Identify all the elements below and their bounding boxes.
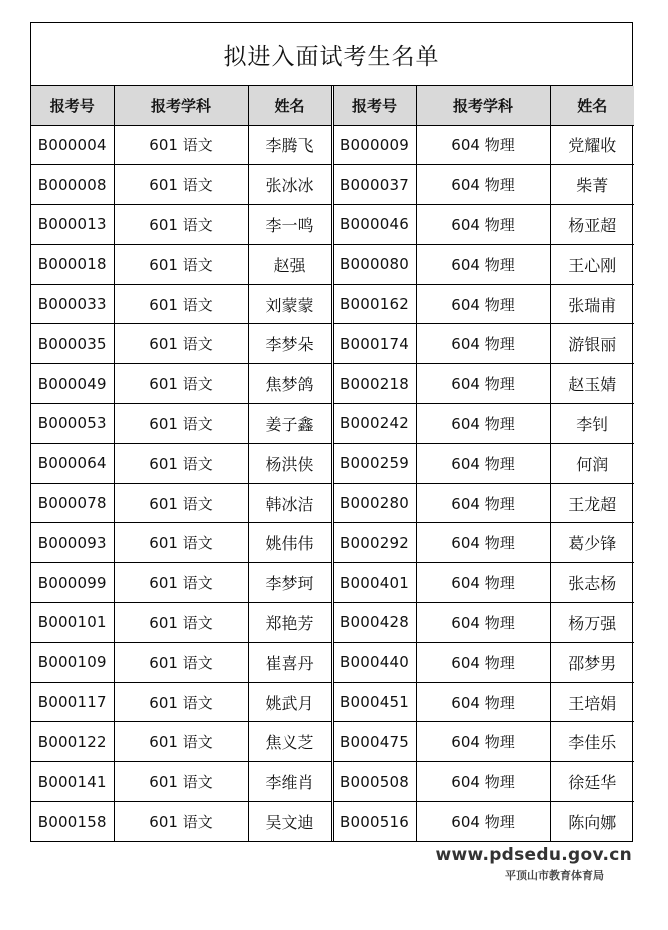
cell-name: 游银丽 — [550, 324, 634, 364]
cell-exam-number: B000033 — [31, 284, 114, 324]
header-name: 姓名 — [248, 86, 332, 125]
cell-exam-number: B000018 — [31, 244, 114, 284]
cell-subject: 604 物理 — [416, 404, 550, 444]
cell-name: 郑艳芳 — [248, 603, 332, 643]
cell-subject: 601 语文 — [114, 364, 248, 404]
cell-exam-number: B000064 — [31, 443, 114, 483]
cell-subject: 601 语文 — [114, 563, 248, 603]
cell-name: 张志杨 — [550, 563, 634, 603]
cell-subject: 604 物理 — [416, 523, 550, 563]
cell-subject: 601 语文 — [114, 483, 248, 523]
cell-subject: 604 物理 — [416, 244, 550, 284]
cell-exam-number: B000162 — [332, 284, 416, 324]
cell-exam-number: B000008 — [31, 165, 114, 205]
cell-exam-number: B000035 — [31, 324, 114, 364]
cell-name: 姚武月 — [248, 682, 332, 722]
table-row — [31, 284, 634, 324]
cell-exam-number: B000078 — [31, 483, 114, 523]
cell-exam-number: B000101 — [31, 603, 114, 643]
cell-exam-number: B000093 — [31, 523, 114, 563]
cell-name: 姚伟伟 — [248, 523, 332, 563]
table-row — [31, 165, 634, 205]
cell-exam-number: B000109 — [31, 642, 114, 682]
cell-exam-number: B000013 — [31, 205, 114, 245]
table-row — [31, 722, 634, 762]
cell-exam-number: B000174 — [332, 324, 416, 364]
cell-exam-number: B000117 — [31, 682, 114, 722]
cell-exam-number: B000475 — [332, 722, 416, 762]
table-header-row — [31, 86, 634, 125]
cell-exam-number: B000049 — [31, 364, 114, 404]
site-watermark — [436, 845, 632, 883]
cell-subject: 601 语文 — [114, 205, 248, 245]
table-row — [31, 682, 634, 722]
header-exam-number: 报考号 — [31, 86, 114, 125]
table-row — [31, 563, 634, 603]
cell-subject: 604 物理 — [416, 125, 550, 165]
header-exam-number: 报考号 — [332, 86, 416, 125]
cell-name: 韩冰洁 — [248, 483, 332, 523]
watermark-url: www.pdsedu.gov.cn — [435, 845, 632, 865]
cell-name: 姜子鑫 — [248, 404, 332, 444]
cell-subject: 604 物理 — [416, 165, 550, 205]
table-row — [31, 205, 634, 245]
cell-subject: 604 物理 — [416, 563, 550, 603]
cell-subject: 604 物理 — [416, 603, 550, 643]
cell-subject: 601 语文 — [114, 324, 248, 364]
cell-subject: 604 物理 — [416, 762, 550, 802]
cell-exam-number: B000009 — [332, 125, 416, 165]
cell-subject: 601 语文 — [114, 125, 248, 165]
header-name: 姓名 — [550, 86, 634, 125]
cell-subject: 604 物理 — [416, 483, 550, 523]
cell-name: 李梦珂 — [248, 563, 332, 603]
cell-subject: 601 语文 — [114, 443, 248, 483]
cell-name: 李钊 — [550, 404, 634, 444]
cell-name: 崔喜丹 — [248, 642, 332, 682]
cell-exam-number: B000141 — [31, 762, 114, 802]
table-row — [31, 762, 634, 802]
cell-exam-number: B000046 — [332, 205, 416, 245]
cell-subject: 601 语文 — [114, 284, 248, 324]
header-subject: 报考学科 — [416, 86, 550, 125]
table-row — [31, 364, 634, 404]
cell-exam-number: B000053 — [31, 404, 114, 444]
cell-name: 王心刚 — [550, 244, 634, 284]
cell-name: 徐廷华 — [550, 762, 634, 802]
cell-name: 张瑞甫 — [550, 284, 634, 324]
cell-name: 何润 — [550, 443, 634, 483]
table-row — [31, 324, 634, 364]
cell-name: 王龙超 — [550, 483, 634, 523]
table-row — [31, 483, 634, 523]
cell-name: 吴文迪 — [248, 802, 332, 842]
table-body — [31, 125, 634, 841]
cell-exam-number: B000508 — [332, 762, 416, 802]
cell-name: 李腾飞 — [248, 125, 332, 165]
cell-subject: 601 语文 — [114, 722, 248, 762]
cell-subject: 604 物理 — [416, 722, 550, 762]
cell-exam-number: B000242 — [332, 404, 416, 444]
table-row — [31, 523, 634, 563]
cell-subject: 604 物理 — [416, 802, 550, 842]
header-subject: 报考学科 — [114, 86, 248, 125]
cell-subject: 604 物理 — [416, 284, 550, 324]
cell-exam-number: B000280 — [332, 483, 416, 523]
cell-name: 柴菁 — [550, 165, 634, 205]
candidate-list-sheet — [30, 22, 633, 842]
table-row — [31, 244, 634, 284]
table-row — [31, 404, 634, 444]
cell-name: 杨亚超 — [550, 205, 634, 245]
cell-name: 李梦朵 — [248, 324, 332, 364]
cell-subject: 601 语文 — [114, 404, 248, 444]
cell-name: 党耀收 — [550, 125, 634, 165]
cell-name: 焦梦鸽 — [248, 364, 332, 404]
cell-name: 杨万强 — [550, 603, 634, 643]
cell-name: 邵梦男 — [550, 642, 634, 682]
cell-subject: 601 语文 — [114, 682, 248, 722]
document-title: 拟进入面试考生名单 — [31, 23, 632, 86]
cell-subject: 601 语文 — [114, 244, 248, 284]
cell-subject: 604 物理 — [416, 205, 550, 245]
cell-subject: 604 物理 — [416, 324, 550, 364]
cell-name: 赵强 — [248, 244, 332, 284]
table-row — [31, 802, 634, 842]
table-row — [31, 125, 634, 165]
cell-subject: 601 语文 — [114, 642, 248, 682]
cell-name: 刘蒙蒙 — [248, 284, 332, 324]
cell-exam-number: B000037 — [332, 165, 416, 205]
cell-name: 杨洪侠 — [248, 443, 332, 483]
cell-name: 葛少锋 — [550, 523, 634, 563]
cell-exam-number: B000259 — [332, 443, 416, 483]
cell-name: 李维肖 — [248, 762, 332, 802]
cell-exam-number: B000080 — [332, 244, 416, 284]
watermark-org: 平顶山市教育体育局 — [505, 869, 604, 882]
cell-exam-number: B000451 — [332, 682, 416, 722]
cell-subject: 601 语文 — [114, 762, 248, 802]
cell-name: 李佳乐 — [550, 722, 634, 762]
cell-exam-number: B000401 — [332, 563, 416, 603]
cell-exam-number: B000158 — [31, 802, 114, 842]
cell-subject: 604 物理 — [416, 682, 550, 722]
cell-exam-number: B000122 — [31, 722, 114, 762]
cell-exam-number: B000440 — [332, 642, 416, 682]
cell-exam-number: B000292 — [332, 523, 416, 563]
candidate-table — [31, 86, 634, 841]
table-row — [31, 443, 634, 483]
cell-name: 王培娟 — [550, 682, 634, 722]
cell-name: 李一鸣 — [248, 205, 332, 245]
cell-name: 张冰冰 — [248, 165, 332, 205]
cell-subject: 604 物理 — [416, 443, 550, 483]
cell-subject: 601 语文 — [114, 802, 248, 842]
cell-exam-number: B000099 — [31, 563, 114, 603]
cell-exam-number: B000004 — [31, 125, 114, 165]
cell-subject: 604 物理 — [416, 364, 550, 404]
cell-exam-number: B000218 — [332, 364, 416, 404]
cell-exam-number: B000516 — [332, 802, 416, 842]
table-row — [31, 603, 634, 643]
cell-name: 焦义芝 — [248, 722, 332, 762]
table-row — [31, 642, 634, 682]
cell-subject: 601 语文 — [114, 603, 248, 643]
cell-exam-number: B000428 — [332, 603, 416, 643]
cell-subject: 601 语文 — [114, 523, 248, 563]
cell-subject: 604 物理 — [416, 642, 550, 682]
cell-name: 陈向娜 — [550, 802, 634, 842]
cell-name: 赵玉婧 — [550, 364, 634, 404]
cell-subject: 601 语文 — [114, 165, 248, 205]
